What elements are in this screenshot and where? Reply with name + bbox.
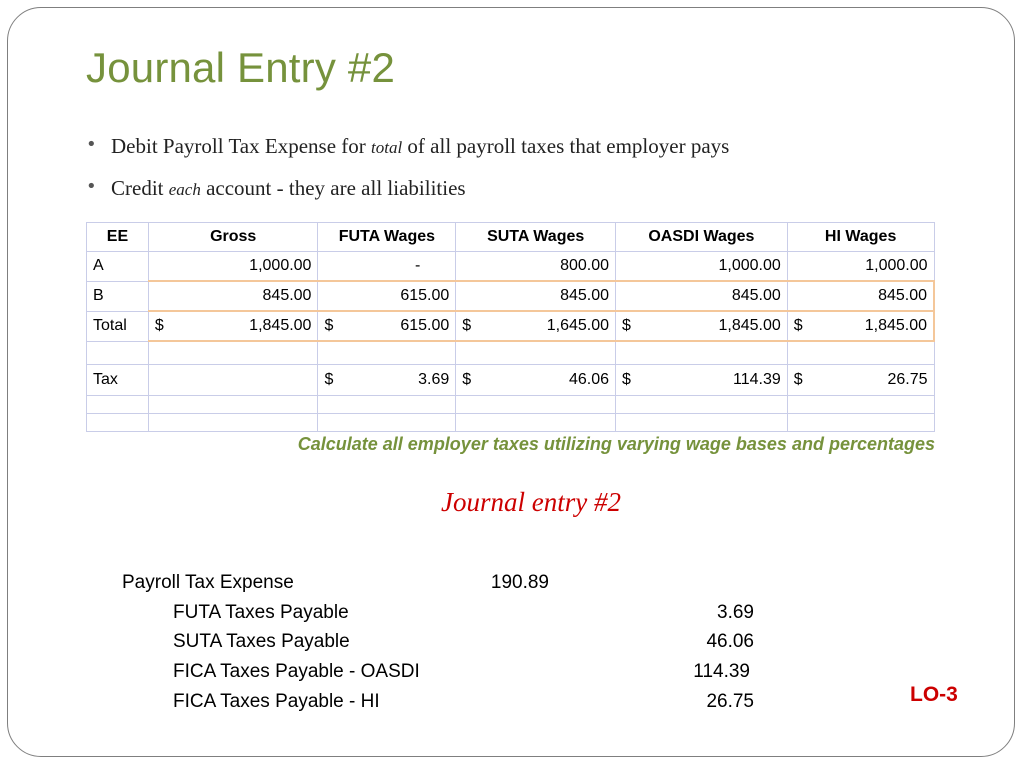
table-row-a <box>87 252 935 282</box>
bullet-text: account - they are all liabilities <box>200 176 466 200</box>
cell-suta <box>456 365 616 396</box>
row-label: B <box>87 281 149 311</box>
currency-symbol: $ <box>324 371 334 388</box>
cell-futa: 615.00 <box>318 281 456 311</box>
table-row-tax <box>87 365 935 396</box>
header-suta-wages: SUTA Wages <box>456 223 616 252</box>
cell-oasdi <box>616 365 788 396</box>
bullet-text: Debit Payroll Tax Expense for <box>111 134 371 158</box>
bullet-item <box>86 176 966 218</box>
cell-gross <box>148 311 318 341</box>
cell-gross: 1,000.00 <box>148 252 318 282</box>
cell-suta: 845.00 <box>456 281 616 311</box>
cell-gross <box>148 365 318 396</box>
cell-suta: 800.00 <box>456 252 616 282</box>
header-hi-wages: HI Wages <box>787 223 934 252</box>
header-ee: EE <box>87 223 149 252</box>
currency-symbol: $ <box>622 317 631 334</box>
header-futa-wages: FUTA Wages <box>318 223 456 252</box>
je-credit-amount: 3.69 <box>717 602 754 623</box>
je-debit-account: Payroll Tax Expense <box>122 572 294 593</box>
je-debit-amount: 190.89 <box>490 572 549 593</box>
je-credit-account: FICA Taxes Payable - HI <box>173 691 380 712</box>
cell-oasdi: 1,000.00 <box>616 252 788 282</box>
row-label: Total <box>87 311 149 341</box>
je-credit-account: FUTA Taxes Payable <box>173 602 349 623</box>
je-credit-account: SUTA Taxes Payable <box>173 631 350 652</box>
currency-symbol: $ <box>462 371 472 388</box>
cell-futa <box>318 311 456 341</box>
cell-suta <box>456 311 616 341</box>
slide-title: Journal Entry #2 <box>86 44 396 91</box>
currency-symbol: $ <box>793 317 803 334</box>
cell-hi <box>787 365 934 396</box>
table-row-b <box>87 281 935 311</box>
bullet-dot-icon: • <box>86 134 97 155</box>
bullet-emphasis: each <box>168 180 201 199</box>
journal-entry-heading: Journal entry #2 <box>441 487 621 517</box>
je-credit-account: FICA Taxes Payable - OASDI <box>173 661 420 682</box>
header-oasdi-wages: OASDI Wages <box>616 223 788 252</box>
bullet-text: of all payroll taxes that employer pays <box>402 134 730 158</box>
table-row-empty <box>87 414 935 432</box>
bullet-text: Credit <box>111 176 169 200</box>
currency-symbol: $ <box>154 317 164 334</box>
cell-value: 3.69 <box>418 371 450 388</box>
table-row-total <box>87 311 935 341</box>
currency-symbol: $ <box>793 371 803 388</box>
bullet-dot-icon: • <box>86 176 97 197</box>
header-gross: Gross <box>148 223 318 252</box>
cell-value: 1,845.00 <box>718 317 781 334</box>
cell-value: 1,845.00 <box>249 317 312 334</box>
cell-hi <box>787 311 934 341</box>
bullet-emphasis: total <box>371 138 403 157</box>
table-header-row <box>87 223 935 252</box>
row-label: A <box>87 252 149 282</box>
je-credit-amount: 46.06 <box>706 631 754 652</box>
cell-oasdi: 845.00 <box>616 281 788 311</box>
table-caption: Calculate all employer taxes utilizing varying wage bases and percentages <box>297 434 935 454</box>
currency-symbol: $ <box>324 317 334 334</box>
table-row-empty <box>87 396 935 414</box>
cell-oasdi <box>616 311 788 341</box>
cell-hi: 1,000.00 <box>787 252 934 282</box>
je-credit-amount: 26.75 <box>706 691 754 712</box>
currency-symbol: $ <box>622 371 631 388</box>
cell-value: 26.75 <box>887 371 928 388</box>
payroll-tax-table <box>86 222 935 432</box>
cell-value: 114.39 <box>733 371 781 388</box>
cell-futa: - <box>318 252 456 282</box>
bullet-list <box>86 134 966 218</box>
je-credit-amount: 114.39 <box>693 661 750 682</box>
cell-value: 615.00 <box>400 317 450 334</box>
learning-objective-badge: LO-3 <box>910 683 958 706</box>
cell-gross: 845.00 <box>148 281 318 311</box>
currency-symbol: $ <box>462 317 472 334</box>
cell-futa <box>318 365 456 396</box>
row-label: Tax <box>87 365 149 396</box>
table-row-empty <box>87 341 935 365</box>
cell-hi: 845.00 <box>787 281 934 311</box>
bullet-item <box>86 134 966 176</box>
cell-value: 1,845.00 <box>864 317 927 334</box>
cell-value: 46.06 <box>569 371 610 388</box>
cell-value: 1,645.00 <box>546 317 610 334</box>
